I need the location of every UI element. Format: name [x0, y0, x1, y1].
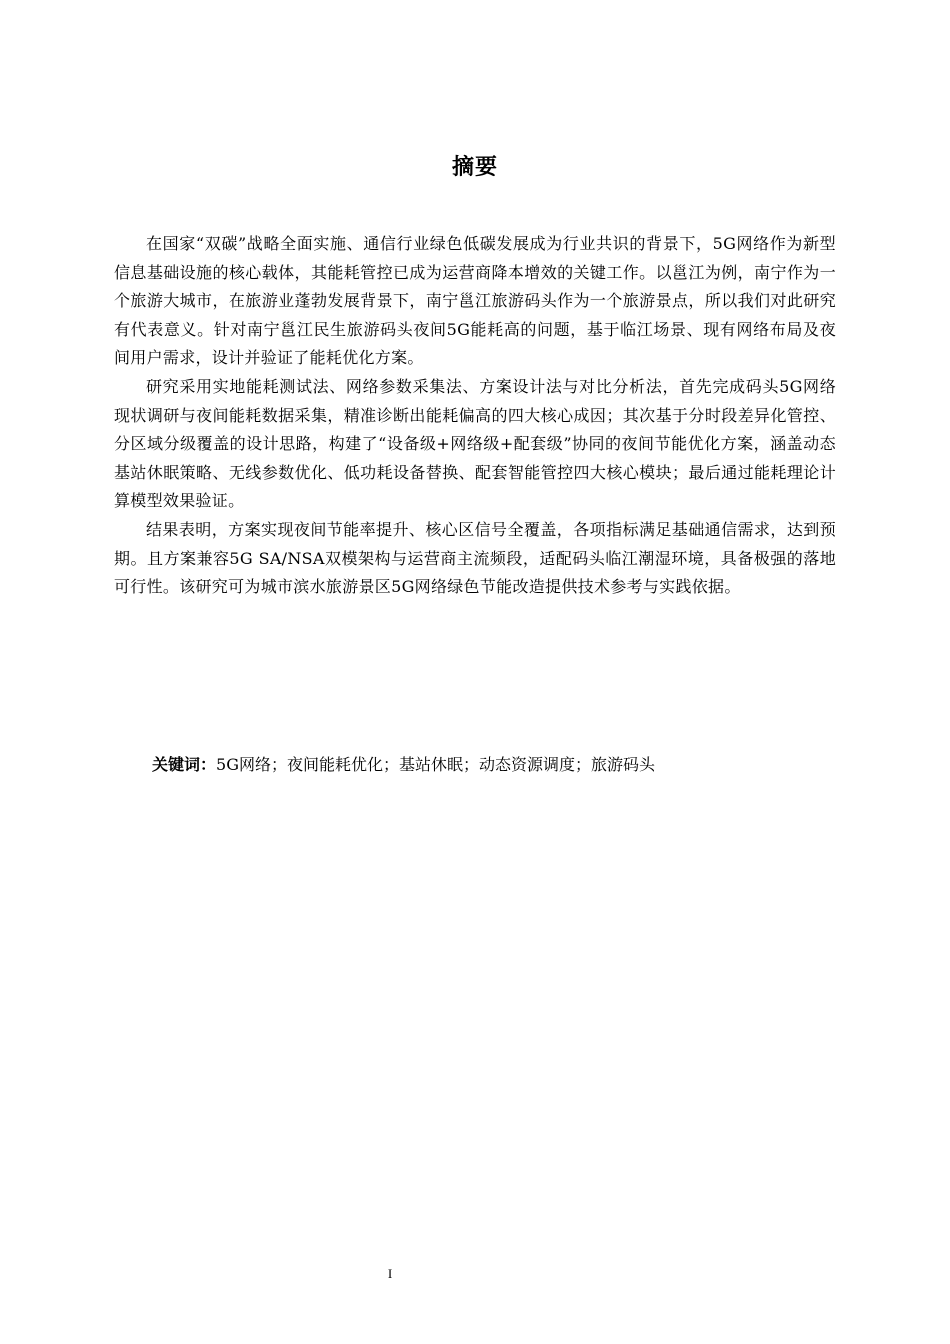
- abstract-paragraph-2: 研究采用实地能耗测试法、网络参数采集法、方案设计法与对比分析法，首先完成码头5G网络现状调研与夜间能耗数据采集，精准诊断出能耗偏高的四大核心成因；其次基于分时段差异化管控、分区域分级覆盖的设计思路，构建了“设备级+网络级+配套级”协同的夜间节能优化方案，涵盖动态基站休眠策略、无线参数优化、低功耗设备替换、配套智能管控四大核心模块；最后通过能耗理论计算模型效果验证。: [114, 376, 836, 511]
- keywords-value: 5G网络；夜间能耗优化；基站休眠；动态资源调度；旅游码头: [216, 755, 655, 774]
- abstract-body: [114, 230, 836, 602]
- page-number: I: [387, 1266, 393, 1281]
- keywords-line: [152, 752, 852, 778]
- abstract-title: 摘要: [451, 155, 498, 180]
- keywords-label: 关键词：: [152, 755, 217, 774]
- abstract-paragraph-3: 结果表明，方案实现夜间节能率提升、核心区信号全覆盖，各项指标满足基础通信需求，达到预期。且方案兼容5G SA/NSA双模架构与运营商主流频段，适配码头临江潮湿环境，具备极强的落地可行性。该研究可为城市滨水旅游景区5G网络绿色节能改造提供技术参考与实践依据。: [114, 519, 836, 597]
- abstract-paragraph-1: 在国家“双碳”战略全面实施、通信行业绿色低碳发展成为行业共识的背景下，5G网络作为新型信息基础设施的核心载体，其能耗管控已成为运营商降本增效的关键工作。以邕江为例，南宁作为一个旅游大城市，在旅游业蓬勃发展背景下，南宁邕江旅游码头作为一个旅游景点，所以我们对此研究有代表意义。针对南宁邕江民生旅游码头夜间5G能耗高的问题，基于临江场景、现有网络布局及夜间用户需求，设计并验证了能耗优化方案。: [114, 234, 836, 368]
